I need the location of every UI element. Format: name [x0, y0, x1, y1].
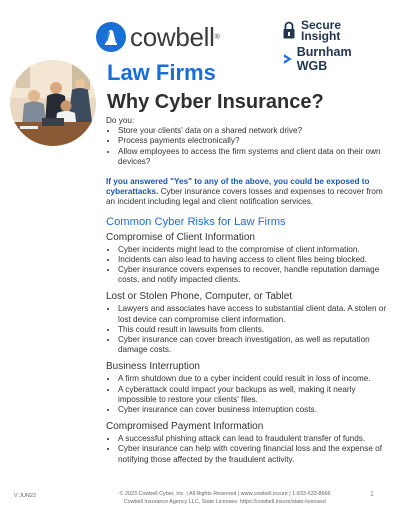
- page-number: 1: [370, 491, 374, 498]
- risks-heading: Common Cyber Risks for Law Firms: [106, 215, 286, 228]
- list-item: • A firm shutdown due to a cyber incident could result in loss of income.: [118, 374, 388, 384]
- risk-section-payment-info: [106, 421, 388, 465]
- footer: [110, 491, 340, 506]
- section-heading: Lost or Stolen Phone, Computer, or Tablet: [106, 291, 293, 303]
- partner-burnham: Burnham WGB: [296, 45, 352, 73]
- list-item: • A successful phishing attack can lead to fraudulent transfer of funds.: [118, 434, 388, 444]
- intro-prompt: Do you:: [106, 116, 135, 125]
- list-item: • Incidents can also lead to having access to client files being blocked.: [118, 255, 388, 265]
- lock-icon: [283, 21, 295, 39]
- list-item: • Cyber insurance can cover business interruption costs.: [118, 405, 388, 415]
- intro-question: • Process payments electronically?: [118, 136, 388, 146]
- section-heading: Business Interruption: [106, 361, 200, 373]
- section-heading: Compromised Payment Information: [106, 421, 264, 433]
- page-subtitle: Why Cyber Insurance?: [107, 91, 324, 113]
- partner-line-insight: Insight: [301, 29, 341, 43]
- list-item: • Cyber insurance can help with covering financial loss and the expense of notifying those affected by the fraudulent activity.: [118, 444, 388, 464]
- brand-name: cowbell: [130, 22, 215, 52]
- registered-mark: ®: [214, 33, 220, 41]
- body-content: [106, 116, 388, 471]
- cta-emphasis: If you answered "Yes" to any of the above, you could be exposed to cyberattacks.: [106, 177, 370, 197]
- cta-text: Cyber insurance covers losses and expenses to recover from an incident including legal and client notification services.: [106, 187, 383, 207]
- office-team-photo: [10, 60, 96, 146]
- section-heading: Compromise of Client Information: [106, 231, 255, 243]
- list-item: • Cyber insurance covers expenses to recover, handle reputation damage costs, and notify impacted clients.: [118, 265, 388, 285]
- cowbell-logo: [96, 22, 220, 52]
- risk-section-business-interruption: [106, 361, 388, 415]
- intro-question: • Store your clients' data on a shared network drive?: [118, 126, 388, 136]
- list-item: • This could result in lawsuits from clients.: [118, 325, 388, 335]
- intro-question-list: [106, 126, 388, 167]
- list-item: • Lawyers and associates have access to substantial client data. A stolen or lost device can compromise client information.: [118, 304, 388, 324]
- list-item: • A cyberattack could impact your backups as well, making it nearly impossible to restore your clients' files.: [118, 385, 388, 405]
- cta-paragraph: [106, 177, 388, 208]
- page-title: Law Firms: [107, 60, 216, 85]
- partner-logo: [283, 20, 383, 73]
- version-label: V JUN22: [14, 493, 37, 499]
- risk-section-lost-device: [106, 291, 388, 355]
- footer-copyright: © 2023 Cowbell Cyber, Inc. | All Rights Reserved | www.cowbell.insure | 1-833-633-8666: [119, 491, 331, 497]
- risk-section-client-info: [106, 232, 388, 286]
- list-item: • Cyber incidents might lead to the compromise of client information.: [118, 245, 388, 255]
- partner-line-secure: Secure: [301, 18, 342, 32]
- footer-licenses: Cowbell Insurance Agency LLC, State Licenses: https://cowbell.insure/state-licenses/: [123, 498, 327, 505]
- intro-question: • Allow employees to access the firm systems and client data on their own devices?: [118, 147, 388, 167]
- chevron-right-icon: [283, 53, 294, 65]
- list-item: • Cyber insurance can cover breach investigation, as well as reputation damage costs.: [118, 335, 388, 355]
- cowbell-bell-icon: [96, 22, 126, 52]
